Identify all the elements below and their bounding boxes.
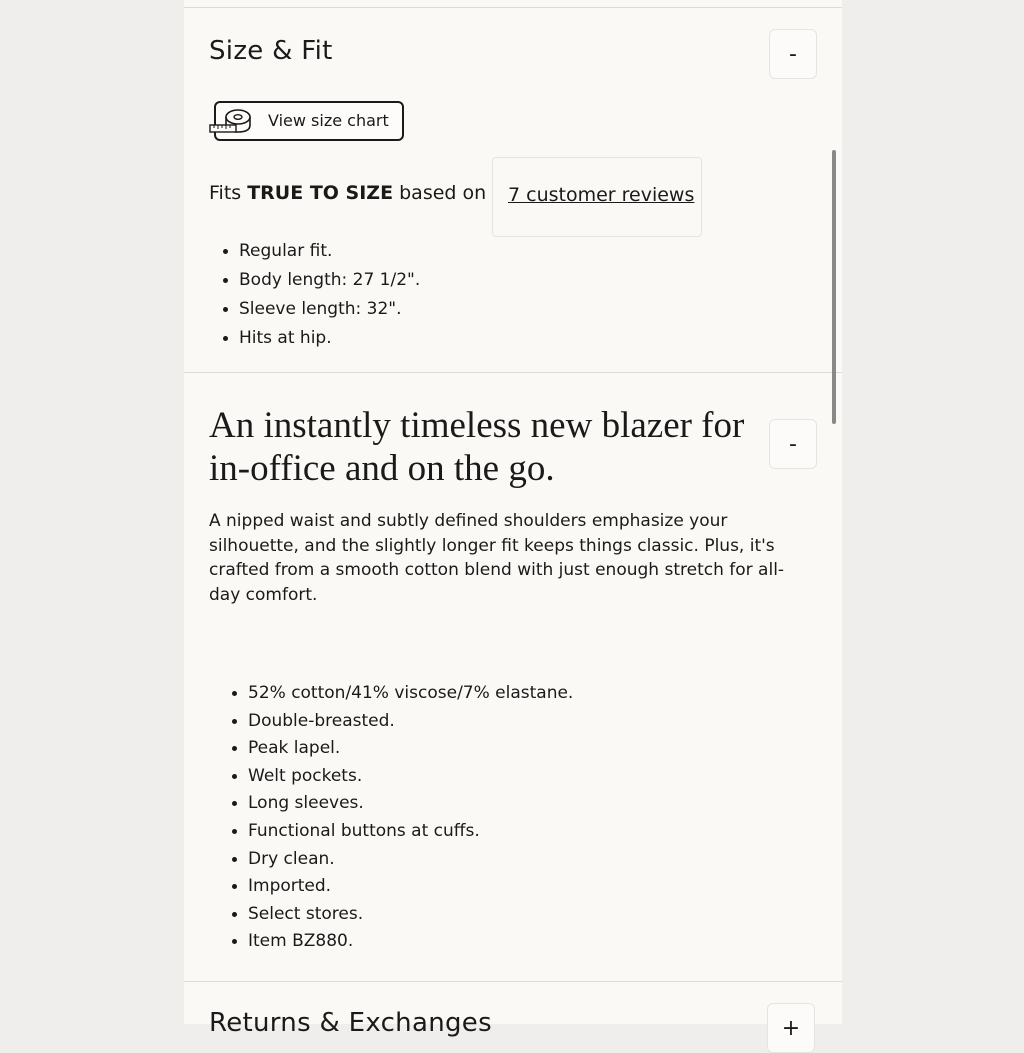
- fit-details-list: [239, 240, 420, 356]
- scrollbar[interactable]: [832, 150, 836, 424]
- product-headline: An instantly timeless new blazer for in-office and on the go.: [209, 405, 745, 489]
- divider: [184, 7, 842, 8]
- list-item: Peak lapel.: [248, 737, 573, 765]
- fit-suffix: based on: [393, 182, 487, 204]
- reviews-link-container[interactable]: [492, 157, 702, 237]
- list-item: Item BZ880.: [248, 930, 573, 958]
- list-item: Dry clean.: [248, 848, 573, 876]
- size-fit-collapse-button[interactable]: -: [769, 29, 817, 79]
- list-item: Body length: 27 1/2".: [239, 269, 420, 298]
- list-item: Hits at hip.: [239, 327, 420, 356]
- product-description: A nipped waist and subtly defined shoulders emphasize your silhouette, and the slightly longer fit keeps things classic. Plus, it's crafted from a smooth cotton blend with just enough stretch for all-day comfort.: [209, 511, 785, 605]
- list-item: Regular fit.: [239, 240, 420, 269]
- fit-summary: [209, 182, 486, 204]
- list-item: Welt pockets.: [248, 765, 573, 793]
- list-item: Long sleeves.: [248, 792, 573, 820]
- description-collapse-button[interactable]: -: [769, 419, 817, 469]
- fit-rating: TRUE TO SIZE: [247, 182, 394, 204]
- returns-expand-button[interactable]: +: [767, 1003, 815, 1053]
- size-fit-title: Size & Fit: [209, 36, 333, 66]
- fit-prefix: Fits: [209, 182, 248, 204]
- customer-reviews-link[interactable]: 7 customer reviews: [508, 184, 695, 206]
- list-item: Imported.: [248, 875, 573, 903]
- divider: [184, 981, 842, 982]
- returns-exchanges-title[interactable]: Returns & Exchanges: [209, 1008, 492, 1038]
- product-details-list: [248, 682, 573, 958]
- list-item: Select stores.: [248, 903, 573, 931]
- list-item: 52% cotton/41% viscose/7% elastane.: [248, 682, 573, 710]
- size-chart-label: View size chart: [268, 111, 389, 130]
- measuring-tape-icon: [208, 107, 256, 137]
- list-item: Functional buttons at cuffs.: [248, 820, 573, 848]
- product-details-panel: [184, 0, 842, 1041]
- list-item: Sleeve length: 32".: [239, 298, 420, 327]
- list-item: Double-breasted.: [248, 710, 573, 738]
- divider: [184, 372, 842, 373]
- view-size-chart-button[interactable]: [214, 101, 404, 141]
